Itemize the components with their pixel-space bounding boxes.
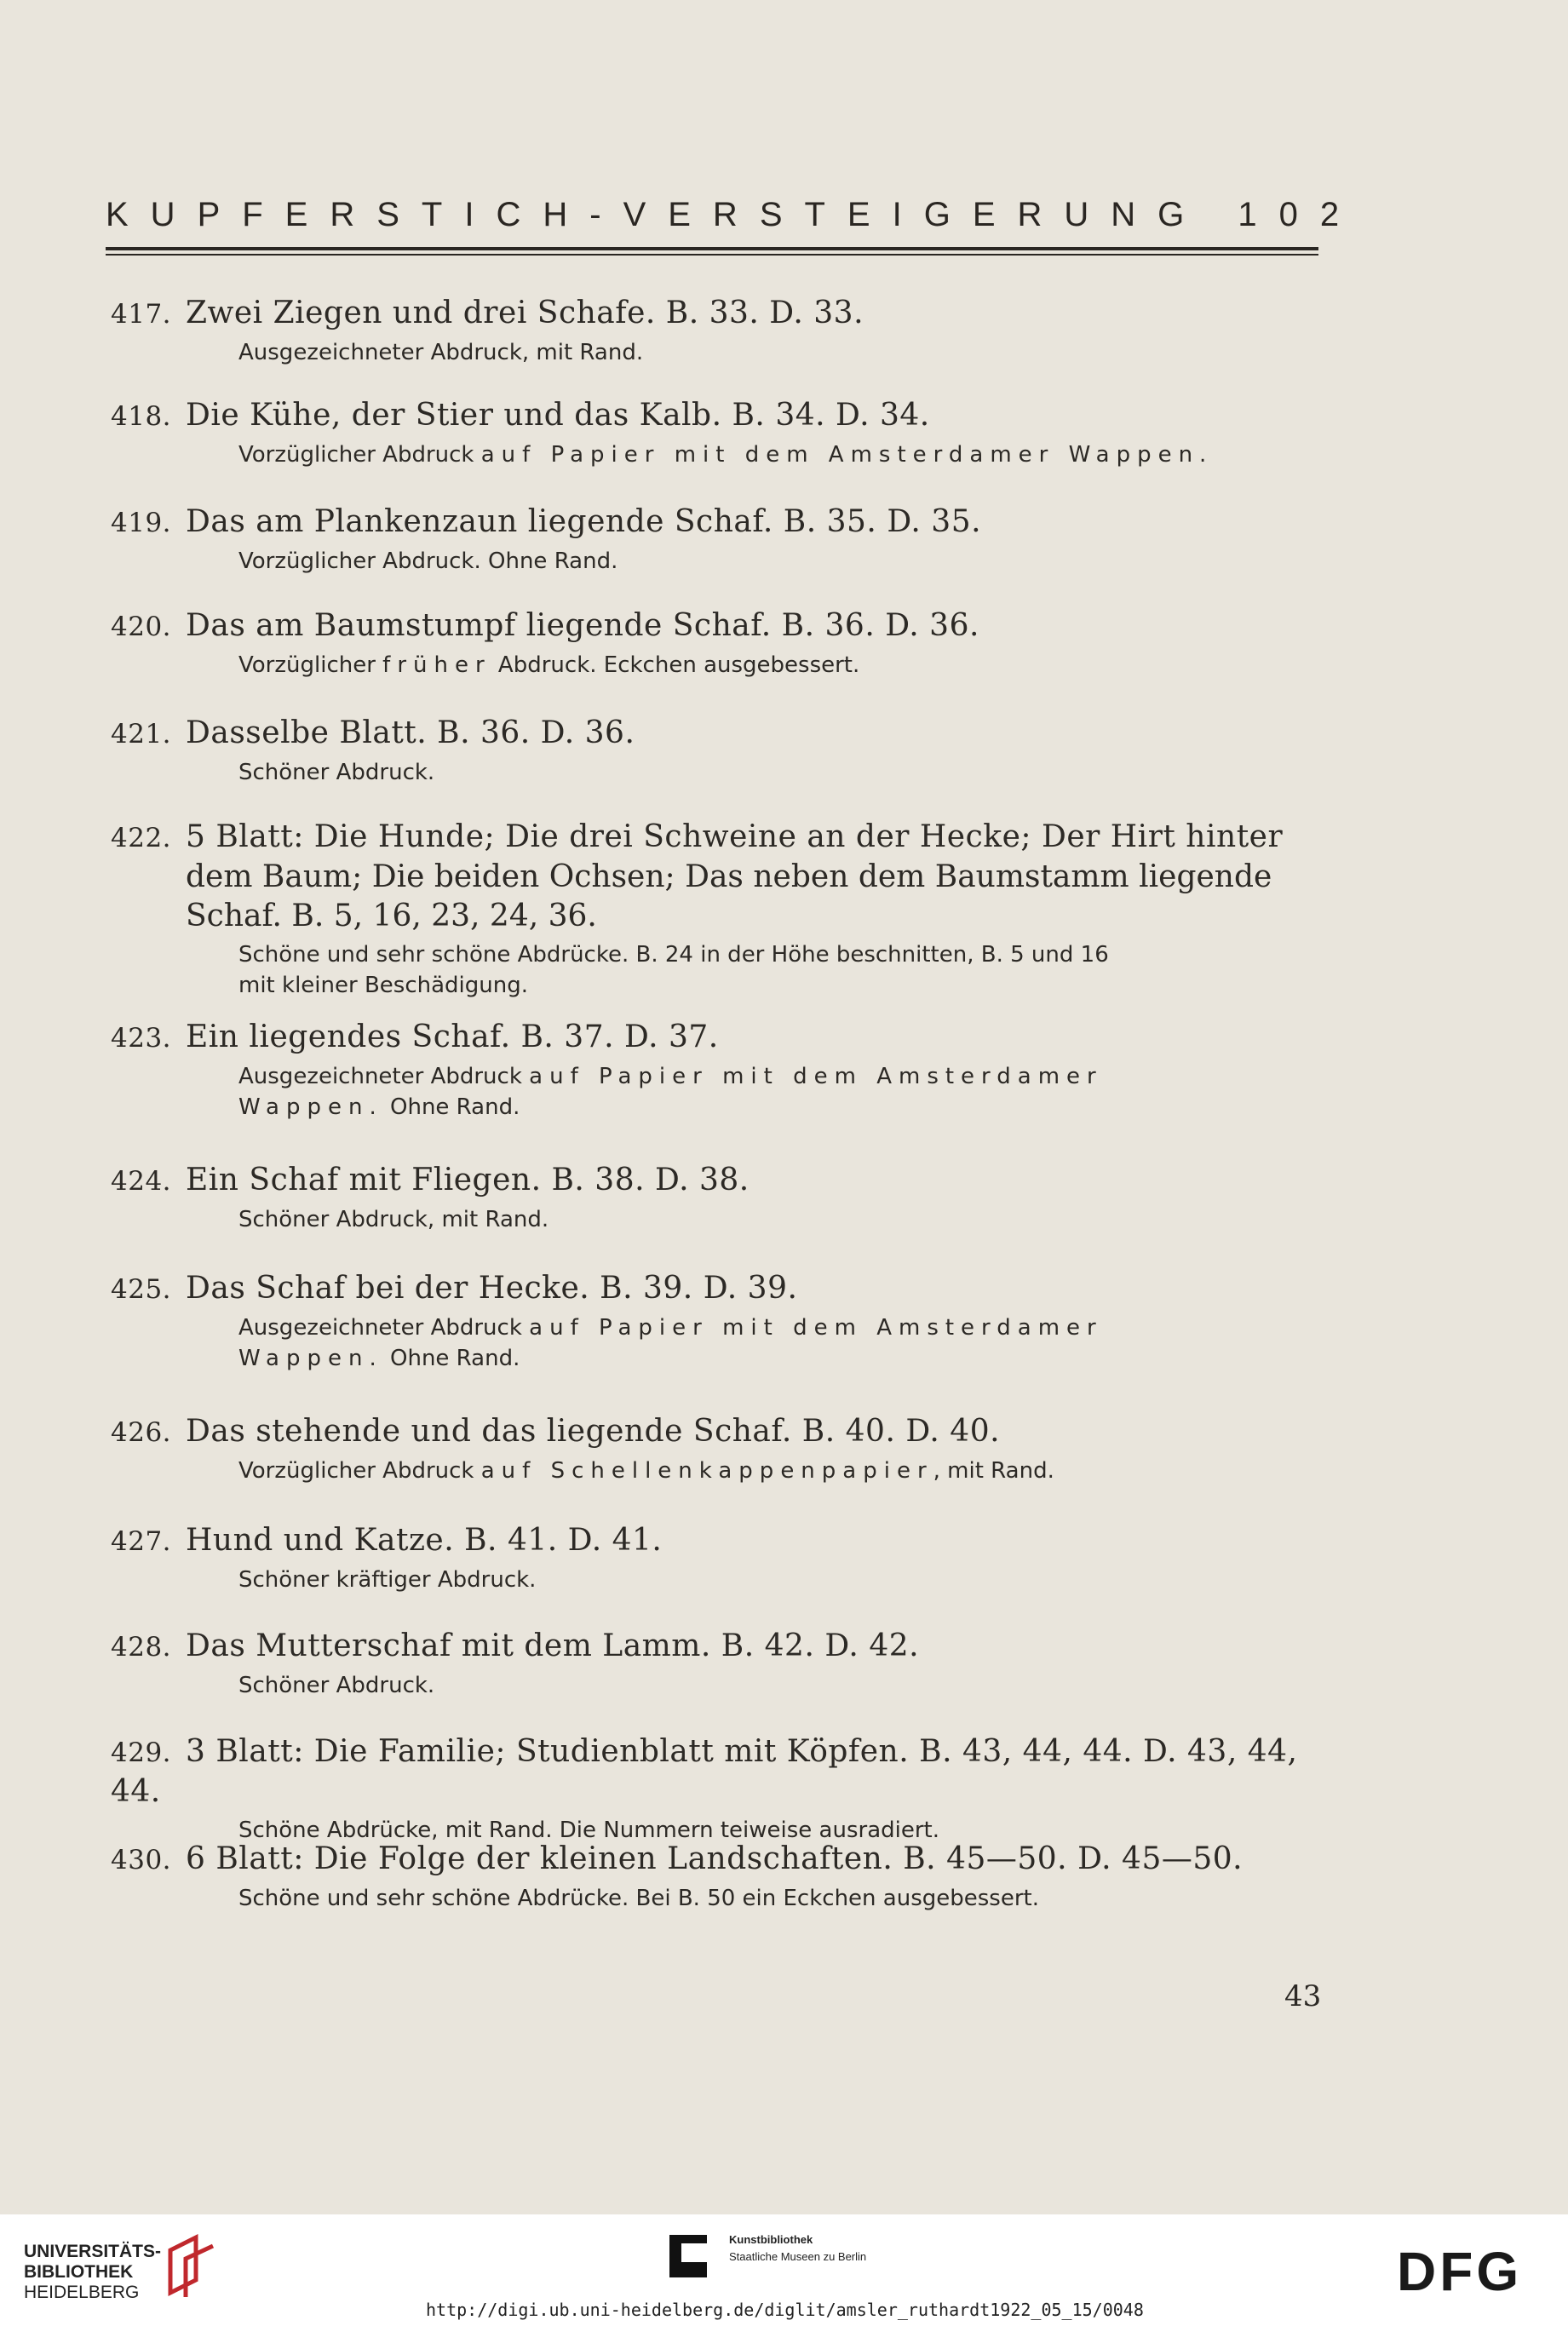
entry-number: 423. xyxy=(111,1023,172,1054)
entry-number: 418. xyxy=(111,401,172,432)
catalog-entry-422 xyxy=(111,818,1320,1001)
entry-number: 422. xyxy=(111,823,172,853)
entry-title-continued: Schaf. B. 5, 16, 23, 24, 36. xyxy=(186,899,597,933)
entry-number: 429. xyxy=(111,1737,172,1768)
ub-line2: BIBLIOTHEK xyxy=(24,2262,134,2282)
entry-title: 3 Blatt: Die Familie; Studienblatt mit Köpfen. B. 43, 44, 44. D. 43, 44, 44. xyxy=(111,1734,1298,1809)
entry-description: Vorzüglicher Abdruck. Ohne Rand. xyxy=(238,548,618,574)
entry-number: 428. xyxy=(111,1632,172,1663)
ub-heidelberg-wordmark xyxy=(24,2242,161,2303)
header-rule-thick xyxy=(106,247,1318,250)
catalog-entry-430 xyxy=(111,1840,1320,1914)
catalog-entry-424 xyxy=(111,1161,1320,1235)
ub-line3: HEIDELBERG xyxy=(24,2283,140,2302)
digitization-footer xyxy=(0,2214,1568,2326)
entry-description: Schöner kräftiger Abdruck. xyxy=(238,1567,537,1593)
entry-title: 6 Blatt: Die Folge der kleinen Landschaften. B. 45—50. D. 45—50. xyxy=(186,1841,1243,1876)
entry-description: Schöne und sehr schöne Abdrücke. B. 24 in der Höhe beschnitten, B. 5 und 16 xyxy=(238,942,1109,968)
entry-description-tail: Ohne Rand. xyxy=(382,1346,520,1371)
catalog-entry-425 xyxy=(111,1269,1320,1374)
entry-title: Das stehende und das liegende Schaf. B. 40. D. 40. xyxy=(186,1414,1001,1449)
entry-title: Die Kühe, der Stier und das Kalb. B. 34. D. 34. xyxy=(186,398,930,433)
catalog-entry-419 xyxy=(111,503,1320,577)
kunstbibliothek-label xyxy=(729,2231,866,2266)
entry-description: Ausgezeichneter Abdruck xyxy=(238,1064,530,1089)
catalog-entry-423 xyxy=(111,1018,1320,1123)
dfg-logo: DFG xyxy=(1397,2241,1523,2302)
entry-description-spaced: auf Schellenkappenpapier xyxy=(480,1458,933,1484)
catalog-entry-428 xyxy=(111,1627,1320,1701)
entry-title: Ein liegendes Schaf. B. 37. D. 37. xyxy=(186,1019,719,1054)
catalog-entry-418 xyxy=(111,396,1320,470)
kunstbibliothek-logo-icon xyxy=(669,2235,707,2277)
entry-number: 419. xyxy=(111,508,172,538)
ub-logo-icon xyxy=(162,2233,221,2301)
catalog-entry-427 xyxy=(111,1521,1320,1595)
entry-description: Ausgezeichneter Abdruck, mit Rand. xyxy=(238,340,644,365)
entry-title: Hund und Katze. B. 41. D. 41. xyxy=(186,1523,663,1558)
entry-title: Zwei Ziegen und drei Schafe. B. 33. D. 33. xyxy=(186,296,864,330)
entry-description-spaced: Wappen. xyxy=(238,1346,383,1371)
entry-description: Schöner Abdruck. xyxy=(238,1673,435,1698)
kb-line2: Staatliche Museen zu Berlin xyxy=(729,2250,867,2263)
entry-description: Schöne und sehr schöne Abdrücke. Bei B. 50 ein Eckchen ausgebessert. xyxy=(238,1886,1039,1911)
entry-description-tail: Abdruck. Eckchen ausgebessert. xyxy=(491,652,860,678)
entry-description: Vorzüglicher xyxy=(238,652,383,678)
entry-number: 425. xyxy=(111,1274,172,1305)
entry-title: Ein Schaf mit Fliegen. B. 38. D. 38. xyxy=(186,1163,750,1197)
entry-description-spaced: Wappen. xyxy=(238,1094,383,1120)
entry-description: Schöner Abdruck. xyxy=(238,760,435,785)
ub-line1: UNIVERSITÄTS- xyxy=(24,2242,162,2261)
entry-number: 426. xyxy=(111,1417,172,1448)
entry-description: Vorzüglicher Abdruck xyxy=(238,442,481,468)
entry-title: Das Mutterschaf mit dem Lamm. B. 42. D. 42. xyxy=(186,1628,920,1663)
page-number: 43 xyxy=(1284,1979,1322,2013)
entry-number: 427. xyxy=(111,1526,172,1557)
catalog-entry-426 xyxy=(111,1412,1320,1486)
entry-title: Das am Plankenzaun liegende Schaf. B. 35. D. 35. xyxy=(186,504,982,539)
permalink-url[interactable]: http://digi.ub.uni-heidelberg.de/diglit/amsler_ruthardt1922_05_15/0048 xyxy=(426,2300,1144,2320)
entry-description: Ausgezeichneter Abdruck xyxy=(238,1315,530,1341)
entry-number: 421. xyxy=(111,719,172,749)
catalog-entry-429 xyxy=(111,1732,1320,1846)
entry-description-tail: Ohne Rand. xyxy=(382,1094,520,1120)
entry-number: 430. xyxy=(111,1845,172,1875)
entry-title: Das Schaf bei der Hecke. B. 39. D. 39. xyxy=(186,1271,798,1306)
entry-description: Schöne Abdrücke, mit Rand. Die Nummern teiweise ausradiert. xyxy=(238,1818,939,1843)
entry-description-spaced: auf Papier mit dem Amsterdamer xyxy=(529,1064,1103,1089)
entry-title: Das am Baumstumpf liegende Schaf. B. 36. D. 36. xyxy=(186,608,979,643)
catalog-entry-420 xyxy=(111,606,1320,681)
entry-description-spaced: auf Papier mit dem Amsterdamer xyxy=(529,1315,1103,1341)
catalog-entry-421 xyxy=(111,714,1320,788)
entry-description-tail: , mit Rand. xyxy=(933,1458,1054,1484)
entry-number: 417. xyxy=(111,299,172,330)
entry-title: 5 Blatt: Die Hunde; Die drei Schweine an der Hecke; Der Hirt hinter xyxy=(186,819,1284,854)
entry-description: Schöner Abdruck, mit Rand. xyxy=(238,1207,549,1232)
entry-number: 420. xyxy=(111,612,172,642)
entry-description-spaced: auf Papier mit dem Amsterdamer Wappen. xyxy=(480,442,1214,468)
entry-description: Vorzüglicher Abdruck xyxy=(238,1458,481,1484)
running-header: KUPFERSTICH-VERSTEIGERUNG 102 xyxy=(106,196,1362,233)
entry-number: 424. xyxy=(111,1166,172,1197)
catalog-entry-417 xyxy=(111,294,1320,368)
kb-line1: Kunstbibliothek xyxy=(729,2233,813,2246)
entry-description-spaced: früher xyxy=(382,652,491,678)
entry-title: Dasselbe Blatt. B. 36. D. 36. xyxy=(186,715,635,750)
entry-title-continued: dem Baum; Die beiden Ochsen; Das neben dem Baumstamm liegende xyxy=(186,859,1272,894)
entry-description-continued: mit kleiner Beschädigung. xyxy=(238,973,528,998)
header-rule-thin xyxy=(106,254,1318,256)
